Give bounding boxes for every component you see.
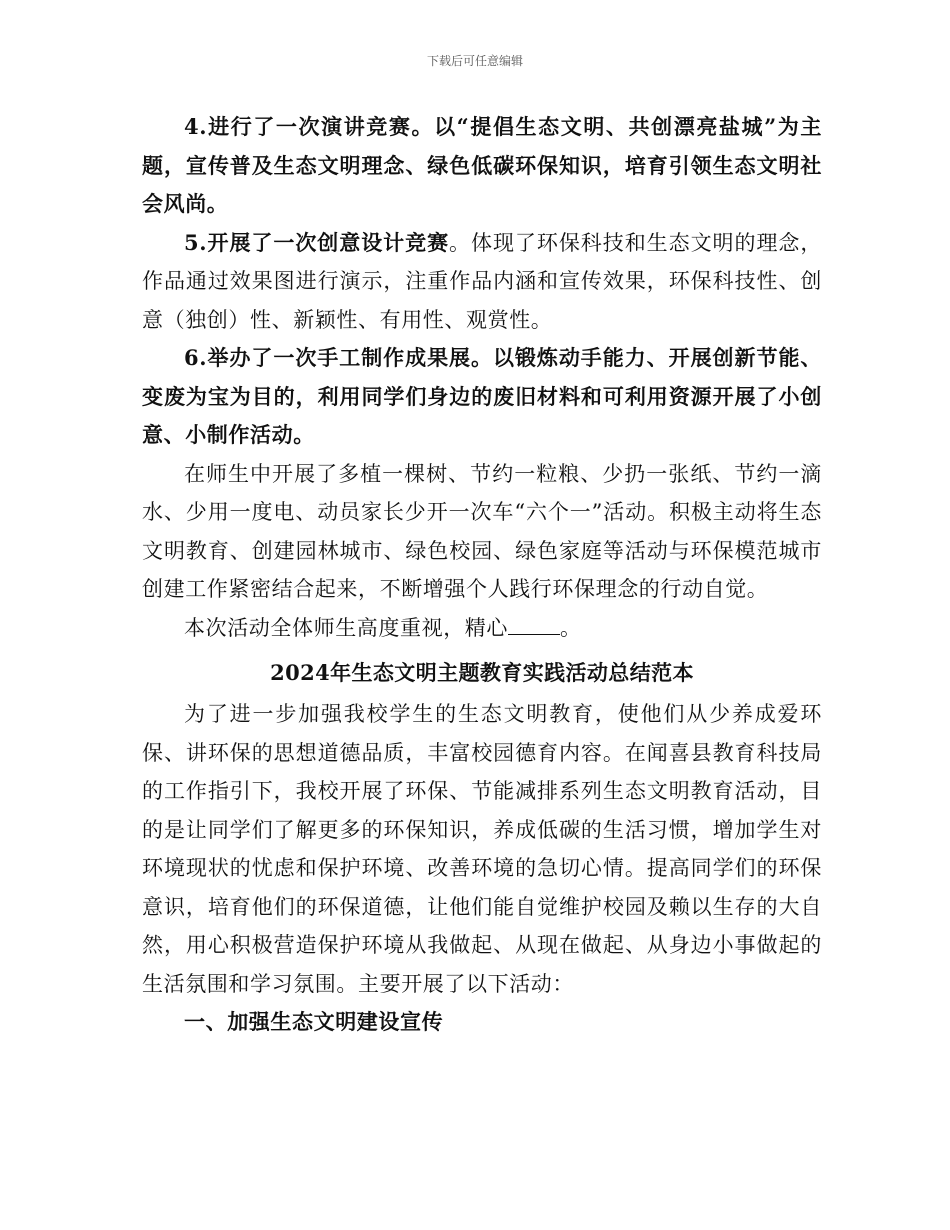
page-header-note: 下载后可任意编辑 bbox=[426, 54, 523, 68]
document-body bbox=[142, 108, 822, 1042]
paragraph-handcraft-exhibition: 6.举办了一次手工制作成果展。以锻炼动手能力、开展创新节能、变废为宝为目的，利用同学们身边的废旧材料和可利用资源开展了小创意、小制作活动。 bbox=[142, 345, 822, 447]
paragraph-speech-contest: 4.进行了一次演讲竞赛。以“提倡生态文明、共创漂亮盐城”为主题，宣传普及生态文明理念、绿色低碳环保知识，培育引领生态文明社会风尚。 bbox=[142, 114, 822, 216]
paragraph-activity-attention bbox=[142, 609, 822, 648]
section-heading-publicity: 一、加强生态文明建设宣传 bbox=[184, 1009, 444, 1034]
paragraph-design-contest bbox=[142, 224, 822, 340]
paragraph-design-contest-lead: 5.开展了一次创意设计竞赛 bbox=[184, 229, 450, 255]
paragraph-activity-attention-text: 本次活动全体师生高度重视，精心 bbox=[184, 615, 508, 640]
paragraph-introduction: 为了进一步加强我校学生的生态文明教育，使他们从少养成爱环保、讲环保的思想道德品质，丰富校园德育内容。在闻喜县教育科技局的工作指引下，我校开展了环保、节能减排系列生态文明教育活动，目的是让同学们了解更多的环保知识，养成低碳的生活习惯，增加学生对环境现状的忧虑和保护环境、改善环境的急切心情。提高同学们的环保意识，培育他们的环保道德，让他们能自觉维护校园及赖以生存的大自然，用心积极营造保护环境从我做起、从现在做起、从身边小事做起的生活氛围和学习氛围。主要开展了以下活动： bbox=[142, 702, 822, 996]
document-title: 2024年生态文明主题教育实践活动总结范本 bbox=[270, 660, 694, 685]
paragraph-six-ones-activity: 在师生中开展了多植一棵树、节约一粒粮、少扔一张纸、节约一滴水、少用一度电、动员家长少开一次车“六个一”活动。积极主动将生态文明教育、创建园林城市、绿色校园、绿色家庭等活动与环保模范城市创建工作紧密结合起来，不断增强个人践行环保理念的行动自觉。 bbox=[142, 461, 822, 601]
paragraph-activity-attention-end: 。 bbox=[560, 615, 582, 640]
paragraph-design-contest-body: 。体现了环保科技和生态文明的理念，作品通过效果图进行演示，注重作品内涵和宣传效果，环保科技性、创意（独创）性、新颖性、有用性、观赏性。 bbox=[142, 230, 822, 332]
fill-in-blank bbox=[508, 616, 560, 635]
